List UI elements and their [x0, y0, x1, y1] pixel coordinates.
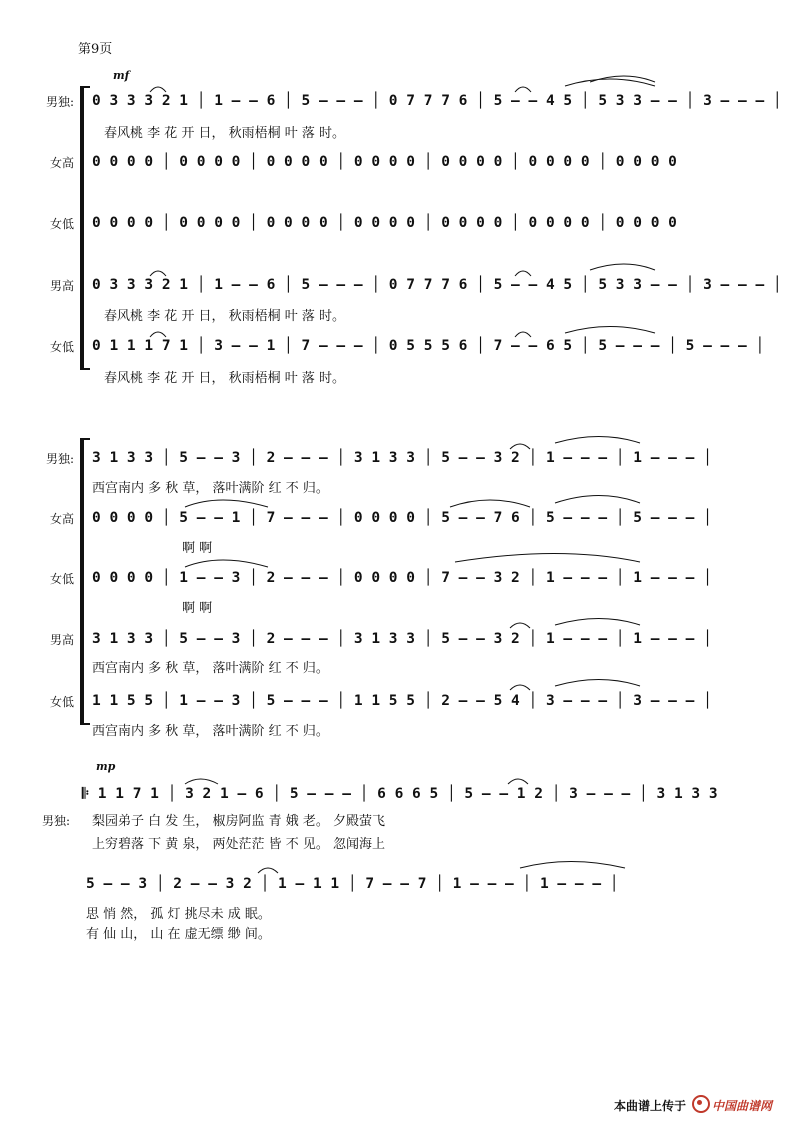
tie	[520, 862, 625, 869]
tie	[590, 264, 655, 270]
slur	[150, 271, 166, 276]
voice-label: 女高	[49, 512, 74, 526]
voice-lyrics: 啊 啊	[182, 601, 213, 616]
voice-label: 女低	[49, 572, 74, 586]
slur	[510, 685, 530, 690]
lyrics-verse-1: 思 悄 然， 孤 灯 挑尽未 成 眠。	[86, 907, 271, 922]
voice-label: 女低	[49, 217, 74, 231]
voice-notes: 0 0 0 0 │ 0 0 0 0 │ 0 0 0 0 │ 0 0 0 0 │ 0 0 0 0 │ 0 0 0 0 │ 0 0 0 0	[92, 154, 677, 170]
voice-notes: 0 3 3 3 2 1 │ 1 – – 6 │ 5 – – – │ 0 7 7 7 6 │ 5 – – 4 5 │ 5 3 3 – – │ 3 – – – │	[92, 277, 782, 293]
tie	[590, 76, 655, 82]
voice-lyrics: 西宫南内 多 秋 草， 落叶满阶 红 不 归。	[92, 661, 329, 676]
tie	[455, 554, 640, 563]
bracket-cap	[80, 86, 90, 88]
system-bracket	[80, 88, 84, 370]
voice-notes: 𝄆 1 1 7 1 │ 3 2 1 – 6 │ 5 – – – │ 6 6 6 5 │ 5 – – 1 2 │ 3 – – – │ 3 1 3 3	[82, 786, 718, 802]
footer-text: 本曲谱上传于	[613, 1099, 686, 1113]
voice-notes: 0 1 1 1 7 1 │ 3 – – 1 │ 7 – – – │ 0 5 5 5 6 │ 7 – – 6 5 │ 5 – – – │ 5 – – – │	[92, 338, 765, 354]
slur	[185, 779, 218, 784]
slur	[515, 332, 531, 337]
voice-label: 女低	[49, 695, 74, 709]
lyrics-verse-2: 上穷碧落 下 黄 泉， 两处茫茫 皆 不 见。 忽闻海上	[92, 837, 386, 852]
slur	[510, 444, 530, 449]
voice-notes: 0 3 3 3 2 1 │ 1 – – 6 │ 5 – – – │ 0 7 7 7 6 │ 5 – – 4 5 │ 5 3 3 – – │ 3 – – – │	[92, 93, 782, 109]
voice-notes: 3 1 3 3 │ 5 – – 3 │ 2 – – – │ 3 1 3 3 │ 5 – – 3 2 │ 1 – – – │ 1 – – – │	[92, 631, 712, 647]
tie	[565, 327, 655, 334]
site-logo-text: 中国曲谱网	[711, 1099, 772, 1113]
voice-notes: 3 1 3 3 │ 5 – – 3 │ 2 – – – │ 3 1 3 3 │ 5 – – 3 2 │ 1 – – – │ 1 – – – │	[92, 450, 712, 466]
voice-lyrics: 西宫南内 多 秋 草， 落叶满阶 红 不 归。	[92, 724, 329, 739]
voice-lyrics: 春风桃 李 花 开 日， 秋雨梧桐 叶 落 时。	[104, 309, 346, 324]
tie	[185, 560, 268, 567]
voice-label: 男独:	[45, 452, 74, 466]
slur	[515, 87, 531, 92]
tie	[555, 619, 640, 626]
tie	[555, 496, 640, 504]
voice-notes: 0 0 0 0 │ 0 0 0 0 │ 0 0 0 0 │ 0 0 0 0 │ 0 0 0 0 │ 0 0 0 0 │ 0 0 0 0	[92, 215, 677, 231]
slur	[258, 868, 278, 873]
slur	[150, 87, 166, 92]
lyrics-verse-2: 有 仙 山， 山 在 虚无缥 缈 间。	[86, 927, 271, 942]
voice-label: 女高	[49, 156, 74, 170]
bracket-cap	[80, 723, 90, 725]
site-logo[interactable]	[692, 1095, 772, 1114]
bracket-cap	[80, 438, 90, 440]
voice-notes: 5 – – 3 │ 2 – – 3 2 │ 1 – 1 1 │ 7 – – 7 │ 1 – – – │ 1 – – – │	[86, 876, 619, 892]
tie	[185, 500, 268, 507]
voice-label: 男高	[49, 279, 74, 293]
footer	[614, 1095, 772, 1114]
slur	[515, 271, 531, 276]
voice-label: 男独:	[45, 95, 74, 109]
voice-label: 男高	[49, 633, 74, 647]
voice-lyrics: 啊 啊	[182, 541, 213, 556]
slur	[150, 332, 166, 337]
tie	[555, 680, 640, 687]
voice-notes: 0 0 0 0 │ 5 – – 1 │ 7 – – – │ 0 0 0 0 │ 5 – – 7 6 │ 5 – – – │ 5 – – – │	[92, 510, 712, 526]
lyrics-verse-1: 梨园弟子 白 发 生， 椒房阿监 青 娥 老。 夕殿萤飞	[92, 814, 386, 829]
tie	[450, 500, 530, 507]
voice-notes: 1 1 5 5 │ 1 – – 3 │ 5 – – – │ 1 1 5 5 │ 2 – – 5 4 │ 3 – – – │ 3 – – – │	[92, 693, 712, 709]
voice-lyrics: 春风桃 李 花 开 日， 秋雨梧桐 叶 落 时。	[104, 126, 346, 141]
dynamic-mp: mp	[96, 760, 116, 773]
slur	[508, 779, 528, 784]
logo-icon	[692, 1095, 710, 1113]
tie	[565, 79, 655, 86]
tie	[555, 437, 640, 444]
dynamic-mf: mf	[113, 69, 130, 82]
system-bracket	[80, 440, 84, 725]
voice-notes: 0 0 0 0 │ 1 – – 3 │ 2 – – – │ 0 0 0 0 │ 7 – – 3 2 │ 1 – – – │ 1 – – – │	[92, 570, 712, 586]
voice-label: 女低	[49, 340, 74, 354]
slur	[510, 623, 530, 628]
voice-label: 男独:	[41, 814, 70, 828]
page-number: 第9页	[78, 42, 113, 57]
voice-lyrics: 西宫南内 多 秋 草， 落叶满阶 红 不 归。	[92, 481, 329, 496]
voice-lyrics: 春风桃 李 花 开 日， 秋雨梧桐 叶 落 时。	[104, 371, 346, 386]
bracket-cap	[80, 368, 90, 370]
